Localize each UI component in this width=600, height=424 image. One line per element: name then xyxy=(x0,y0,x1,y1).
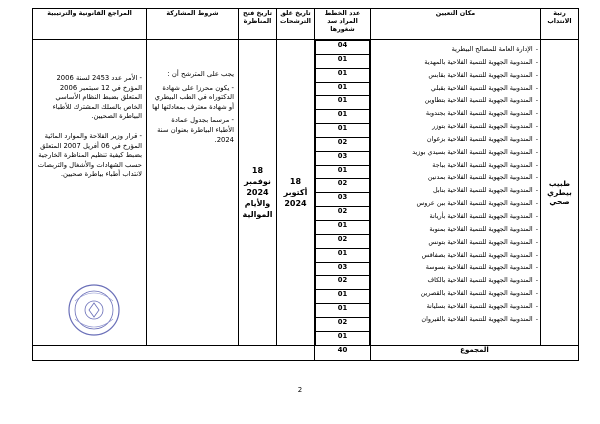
place-item: - المندوبية الجهوية للتنمية الفلاحية بسليانة xyxy=(373,300,538,313)
place-item: - المندوبية الجهوية للتنمية الفلاحية بسوسة xyxy=(373,261,538,274)
place-item: - المندوبية الجهوية للتنمية الفلاحية بباجة xyxy=(373,159,538,172)
header-row xyxy=(33,9,579,40)
references-item-2: - قرار وزير الفلاحة والموارد المائية المؤرخ في 06 أفريل 2007 المتعلق بضبط كيفية تنظيم المناظرة الخارجية حسب الشهادات والأشغال والتربصات لانتداب أطباء بياطرة صحيين. xyxy=(37,131,142,179)
count-value: 01 xyxy=(316,290,370,304)
place-item: - المندوبية الجهوية للتنمية الفلاحية بتوزر xyxy=(373,120,538,133)
count-value: 01 xyxy=(316,110,370,124)
count-value: 02 xyxy=(316,207,370,221)
conditions-item-1: - يكون محرزا على شهادة الدكتوراه في الطب البيطري أو شهادة معترف بمعادلتها لها xyxy=(152,83,234,111)
count-row xyxy=(316,290,370,304)
places-list xyxy=(373,43,538,326)
count-row xyxy=(316,82,370,96)
count-value: 03 xyxy=(316,151,370,165)
count-row xyxy=(316,179,370,193)
count-value: 01 xyxy=(316,165,370,179)
header-rank: رتبة الانتداب xyxy=(541,9,579,40)
rank-cell: طبيب بيطري صحي xyxy=(541,40,579,346)
count-value: 01 xyxy=(316,68,370,82)
count-value: 01 xyxy=(316,220,370,234)
body-row xyxy=(33,40,579,346)
count-row xyxy=(316,96,370,110)
count-row xyxy=(316,234,370,248)
conditions-intro: يجب على المترشح أن : xyxy=(167,70,234,78)
conditions-cell xyxy=(147,40,239,346)
count-value: 02 xyxy=(316,179,370,193)
place-item: - المندوبية الجهوية للتنمية الفلاحية بمدنين xyxy=(373,171,538,184)
count-row xyxy=(316,220,370,234)
place-item: - المندوبية الجهوية للتنمية الفلاحية بالقصرين xyxy=(373,287,538,300)
count-value: 03 xyxy=(316,193,370,207)
place-item: - المندوبية الجهوية للتنمية الفلاحية بقابس xyxy=(373,69,538,82)
count-row xyxy=(316,193,370,207)
place-item: - المندوبية الجهوية للتنمية الفلاحية ببن عروس xyxy=(373,197,538,210)
count-value: 01 xyxy=(316,54,370,68)
count-row xyxy=(316,248,370,262)
counts-cell xyxy=(315,40,371,346)
counts-table xyxy=(315,40,370,345)
place-item: - المندوبية الجهوية للتنمية الفلاحية بصفاقس xyxy=(373,249,538,262)
count-value: 02 xyxy=(316,276,370,290)
header-count: عدد الخطط المراد سد شغورها xyxy=(315,9,371,40)
header-closing-date: تاريخ غلق الترشحات xyxy=(277,9,315,40)
place-item: - المندوبية الجهوية للتنمية الفلاحية بالكاف xyxy=(373,274,538,287)
count-row xyxy=(316,41,370,55)
place-item: - المندوبية الجهوية للتنمية الفلاحية بأريانة xyxy=(373,210,538,223)
conditions-item-2: - مرسما بجدول عمادة الأطباء البياطرة بعنوان سنة 2024. xyxy=(157,116,234,144)
count-value: 01 xyxy=(316,124,370,138)
count-row xyxy=(316,54,370,68)
page-number: 2 xyxy=(297,386,303,394)
place-item: - المندوبية الجهوية للتنمية الفلاحية بالقيروان xyxy=(373,313,538,326)
count-value: 02 xyxy=(316,317,370,331)
opening-date-cell: 18 نوفمبر 2024 والأيام الموالية xyxy=(239,40,277,346)
count-value: 02 xyxy=(316,137,370,151)
count-row xyxy=(316,276,370,290)
count-row xyxy=(316,124,370,138)
count-value: 01 xyxy=(316,96,370,110)
place-item: - المندوبية الجهوية للتنمية الفلاحية بزغوان xyxy=(373,133,538,146)
total-value: 40 xyxy=(315,345,371,360)
total-empty xyxy=(33,345,315,360)
header-references: المراجع القانونية والترتيبية xyxy=(33,9,147,40)
count-row xyxy=(316,165,370,179)
count-row xyxy=(316,110,370,124)
count-row xyxy=(316,137,370,151)
header-place: مكان التعيين xyxy=(371,9,541,40)
references-item-1: - الأمر عدد 2453 لسنة 2006 المؤرخ في 12 سبتمبر 2006 المتعلق بضبط النظام الأساسي الخاص بالسلك المشترك للأطباء البياطرة الصحيين. xyxy=(52,74,142,121)
count-value: 01 xyxy=(316,248,370,262)
count-row xyxy=(316,68,370,82)
count-value: 02 xyxy=(316,234,370,248)
count-row xyxy=(316,151,370,165)
total-label: المجموع xyxy=(371,345,579,360)
count-value: 01 xyxy=(316,82,370,96)
references-cell xyxy=(33,40,147,346)
recruitment-table xyxy=(32,8,579,361)
header-conditions: شروط المشاركة xyxy=(147,9,239,40)
place-item: - المندوبية الجهوية للتنمية الفلاحية بتطاوين xyxy=(373,94,538,107)
count-row xyxy=(316,304,370,318)
place-item: - المندوبية الجهوية للتنمية الفلاحية بنابل xyxy=(373,184,538,197)
count-value: 01 xyxy=(316,331,370,344)
count-row xyxy=(316,317,370,331)
closing-date-cell: 18 أكتوبر 2024 xyxy=(277,40,315,346)
official-seal-icon xyxy=(67,283,121,337)
place-item: - المندوبية الجهوية للتنمية الفلاحية بسيدي بوزيد xyxy=(373,146,538,159)
count-row xyxy=(316,262,370,276)
place-item: - المندوبية الجهوية للتنمية الفلاحية بتونس xyxy=(373,236,538,249)
header-opening-date: تاريخ فتح المناظرة xyxy=(239,9,277,40)
places-cell xyxy=(371,40,541,346)
place-item: - الإدارة العامة للمصالح البيطرية xyxy=(373,43,538,56)
count-row xyxy=(316,207,370,221)
place-item: - المندوبية الجهوية للتنمية الفلاحية بالمهدية xyxy=(373,56,538,69)
count-value: 03 xyxy=(316,262,370,276)
count-value: 01 xyxy=(316,304,370,318)
total-row xyxy=(33,345,579,360)
place-item: - المندوبية الجهوية للتنمية الفلاحية بمنوبة xyxy=(373,223,538,236)
place-item: - المندوبية الجهوية للتنمية الفلاحية بقبلي xyxy=(373,82,538,95)
count-row xyxy=(316,331,370,344)
place-item: - المندوبية الجهوية للتنمية الفلاحية بجندوبة xyxy=(373,107,538,120)
count-value: 04 xyxy=(316,41,370,55)
